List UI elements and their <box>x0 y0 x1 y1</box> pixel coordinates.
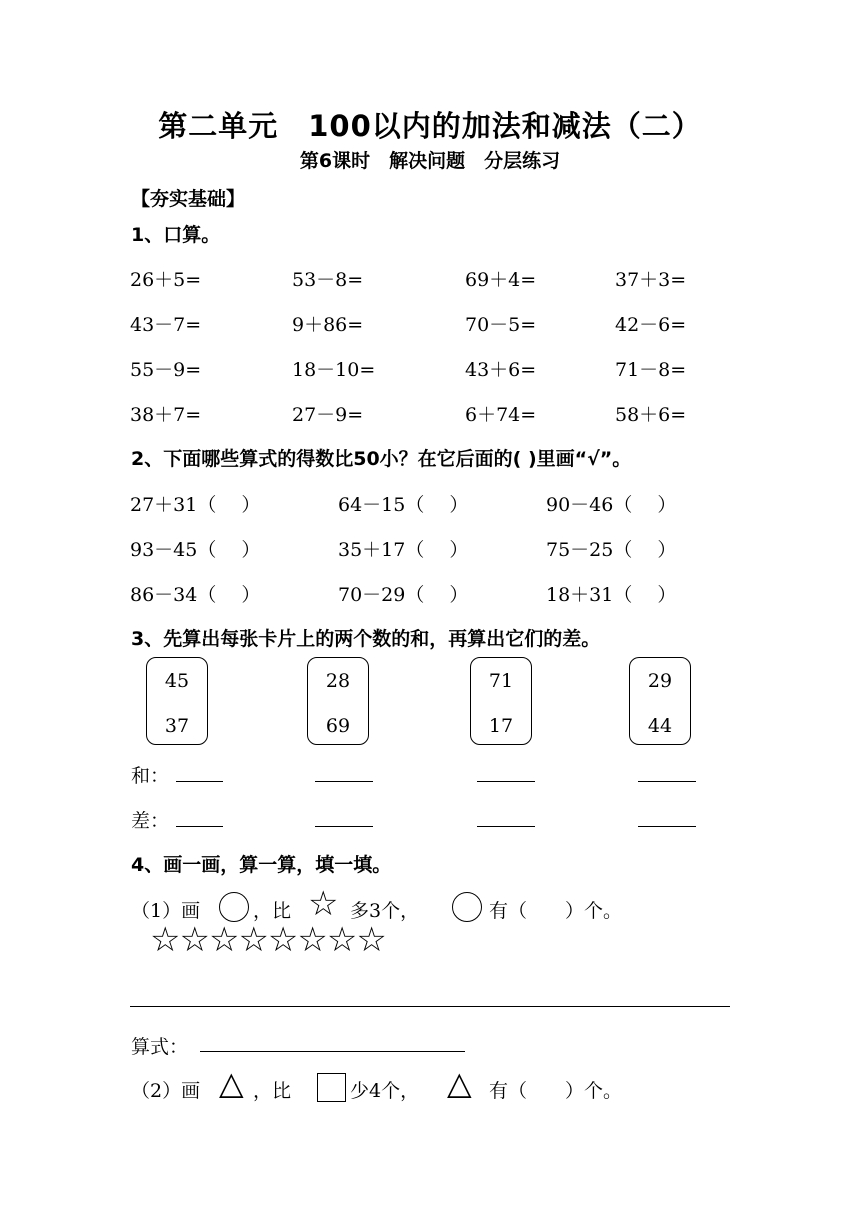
card-number: 45 <box>164 670 190 692</box>
mental-math-item: 43－7= <box>130 314 202 336</box>
question-1-heading: 1、口算。 <box>131 224 221 246</box>
card-number: 28 <box>325 670 351 692</box>
comparison-item: 75－25（ ） <box>546 539 677 561</box>
sum-label: 和： <box>131 765 170 787</box>
mental-math-item: 53－8= <box>292 269 364 291</box>
mental-math-item: 6＋74= <box>465 404 537 426</box>
mental-math-item: 38＋7= <box>130 404 202 426</box>
mental-math-item: 71－8= <box>615 359 687 381</box>
comparison-item: 86－34（ ） <box>130 584 261 606</box>
circle-icon <box>219 892 249 922</box>
part-2-draw-label: （2）画 <box>131 1080 201 1102</box>
comparison-item: 27＋31（ ） <box>130 494 261 516</box>
mental-math-item: 37＋3= <box>615 269 687 291</box>
mental-math-item: 70－5= <box>465 314 537 336</box>
part-1-draw-label: （1）画 <box>131 900 201 922</box>
triangle-icon: △ <box>447 1064 472 1102</box>
comparison-item: 93－45（ ） <box>130 539 261 561</box>
sum-blank <box>176 781 223 782</box>
question-2-heading: 2、下面哪些算式的得数比50小？在它后面的( )里画“√”。 <box>131 448 632 470</box>
number-card <box>629 657 691 745</box>
lesson-subtitle: 第6课时 解决问题 分层练习 <box>299 150 561 172</box>
number-card <box>307 657 369 745</box>
mental-math-item: 42－6= <box>615 314 687 336</box>
number-card <box>146 657 208 745</box>
mental-math-item: 55－9= <box>130 359 202 381</box>
comparison-item: 90－46（ ） <box>546 494 677 516</box>
comparison-item: 64－15（ ） <box>338 494 469 516</box>
mental-math-item: 43＋6= <box>465 359 537 381</box>
mental-math-item: 18－10= <box>292 359 376 381</box>
sum-blank <box>315 781 373 782</box>
circle-icon <box>452 892 482 922</box>
page-title: 第二单元 100以内的加法和减法（二） <box>158 109 702 143</box>
card-number: 17 <box>488 715 514 737</box>
question-3-heading: 3、先算出每张卡片上的两个数的和，再算出它们的差。 <box>131 628 601 650</box>
formula-blank <box>200 1051 465 1052</box>
triangle-icon: △ <box>219 1064 244 1102</box>
mental-math-item: 27－9= <box>292 404 364 426</box>
mental-math-item: 9＋86= <box>292 314 364 336</box>
sum-blank <box>638 781 696 782</box>
difference-label: 差： <box>131 810 170 832</box>
question-4-heading: 4、画一画，算一算，填一填。 <box>131 854 392 876</box>
star-icon: ☆ <box>308 884 339 924</box>
difference-blank <box>477 826 535 827</box>
part-2-compare-label: ，比 <box>253 1080 292 1102</box>
card-number: 44 <box>647 715 673 737</box>
square-icon <box>317 1073 346 1102</box>
difference-blank <box>176 826 223 827</box>
comparison-item: 70－29（ ） <box>338 584 469 606</box>
mental-math-item: 69＋4= <box>465 269 537 291</box>
number-card <box>470 657 532 745</box>
sum-blank <box>477 781 535 782</box>
part-1-answer-label: 有（ ）个。 <box>489 900 623 922</box>
card-number: 29 <box>647 670 673 692</box>
mental-math-item: 58＋6= <box>615 404 687 426</box>
section-heading: 【夯实基础】 <box>131 188 246 210</box>
drawing-line <box>130 1006 730 1007</box>
card-number: 37 <box>164 715 190 737</box>
part-2-answer-label: 有（ ）个。 <box>489 1080 623 1102</box>
card-number: 71 <box>488 670 514 692</box>
difference-blank <box>315 826 373 827</box>
card-number: 69 <box>325 715 351 737</box>
part-1-compare-label: ，比 <box>253 900 292 922</box>
difference-blank <box>638 826 696 827</box>
formula-label: 算式： <box>131 1036 189 1058</box>
comparison-item: 35＋17（ ） <box>338 539 469 561</box>
part-2-less-label: 少4个， <box>350 1080 420 1102</box>
part-1-more-label: 多3个， <box>350 900 420 922</box>
star-row: ☆☆☆☆☆☆☆☆ <box>150 920 386 960</box>
mental-math-item: 26＋5= <box>130 269 202 291</box>
comparison-item: 18＋31（ ） <box>546 584 677 606</box>
